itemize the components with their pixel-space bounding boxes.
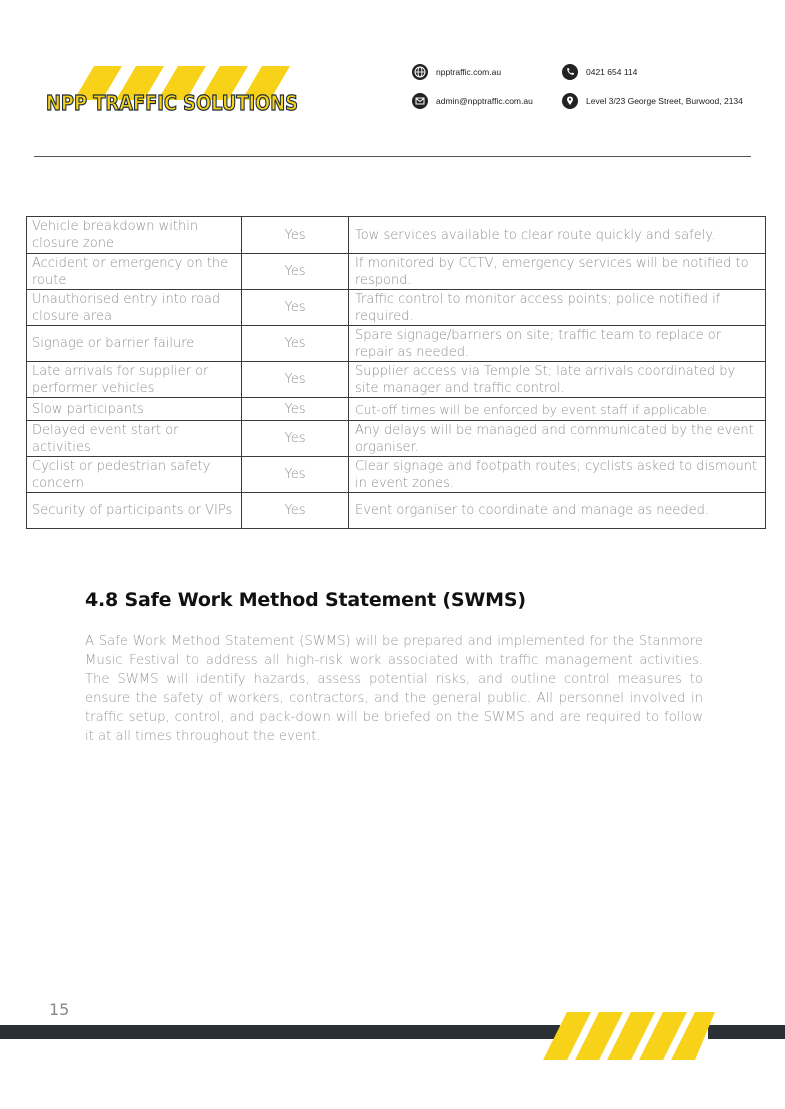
table-row (27, 493, 766, 529)
table-row (27, 398, 766, 421)
control-cell: Tow services available to clear route quickly and safely. (349, 217, 766, 254)
hazard-cell: Vehicle breakdown within closure zone (27, 217, 242, 254)
hazard-cell: Late arrivals for supplier or performer vehicles (27, 362, 242, 398)
hazard-cell: Security of participants or VIPs (27, 493, 242, 529)
hazard-cell: Signage or barrier failure (27, 326, 242, 362)
applicable-cell: Yes (242, 398, 349, 421)
hazard-cell: Cyclist or pedestrian safety concern (27, 457, 242, 493)
globe-icon (412, 64, 428, 80)
logo-text: NPP TRAFFIC SOLUTIONS (46, 91, 298, 115)
header-divider (34, 156, 751, 157)
table-row (27, 421, 766, 457)
section-heading: 4.8 Safe Work Method Statement (SWMS) (85, 589, 526, 611)
applicable-cell: Yes (242, 362, 349, 398)
control-cell: Clear signage and footpath routes; cyclists asked to dismount in event zones. (349, 457, 766, 493)
applicable-cell: Yes (242, 326, 349, 362)
applicable-cell: Yes (242, 290, 349, 326)
page-number: 15 (49, 1000, 70, 1019)
table-row (27, 326, 766, 362)
control-cell: Event organiser to coordinate and manage as needed. (349, 493, 766, 529)
applicable-cell: Yes (242, 254, 349, 290)
control-cell: Supplier access via Temple St; late arrivals coordinated by site manager and traffic control. (349, 362, 766, 398)
control-cell: If monitored by CCTV, emergency services will be notified to respond. (349, 254, 766, 290)
footer-stripes (0, 1008, 785, 1064)
applicable-cell: Yes (242, 421, 349, 457)
address-text: Level 3/23 George Street, Burwood, 2134 (586, 96, 743, 106)
control-cell: Spare signage/barriers on site; traffic team to replace or repair as needed. (349, 326, 766, 362)
control-cell: Any delays will be managed and communicated by the event organiser. (349, 421, 766, 457)
company-logo (44, 64, 304, 118)
phone-text: 0421 654 114 (586, 67, 638, 77)
applicable-cell: Yes (242, 457, 349, 493)
applicable-cell: Yes (242, 493, 349, 529)
table-row (27, 457, 766, 493)
contact-address (562, 93, 743, 109)
hazard-cell: Slow participants (27, 398, 242, 421)
email-text: admin@npptraffic.com.au (436, 96, 533, 106)
email-icon (412, 93, 428, 109)
risk-table (26, 216, 766, 529)
location-pin-icon (562, 93, 578, 109)
table-row (27, 217, 766, 254)
table-row (27, 254, 766, 290)
hazard-cell: Unauthorised entry into road closure area (27, 290, 242, 326)
hazard-cell: Accident or emergency on the route (27, 254, 242, 290)
table-row (27, 290, 766, 326)
contact-website[interactable] (412, 64, 501, 80)
website-text: npptraffic.com.au (436, 67, 502, 77)
table-row (27, 362, 766, 398)
phone-icon (562, 64, 578, 80)
applicable-cell: Yes (242, 217, 349, 254)
section-body-text: A Safe Work Method Statement (SWMS) will be prepared and implemented for the Stanmore Music Festival to address all high-risk work associated with traffic management activities. The SWMS will identify hazards, assess potential risks, and outline control measures to ensure the safety of workers, contractors, and the general public. All personnel involved in traffic setup, control, and pack-down will be briefed on the SWMS and are required to follow it at all times throughout the event. (85, 634, 703, 744)
contact-email[interactable] (412, 93, 533, 109)
contact-phone[interactable] (562, 64, 637, 80)
control-cell: Traffic control to monitor access points; police notified if required. (349, 290, 766, 326)
control-cell: Cut-off times will be enforced by event staff if applicable. (349, 398, 766, 421)
hazard-cell: Delayed event start or activities (27, 421, 242, 457)
